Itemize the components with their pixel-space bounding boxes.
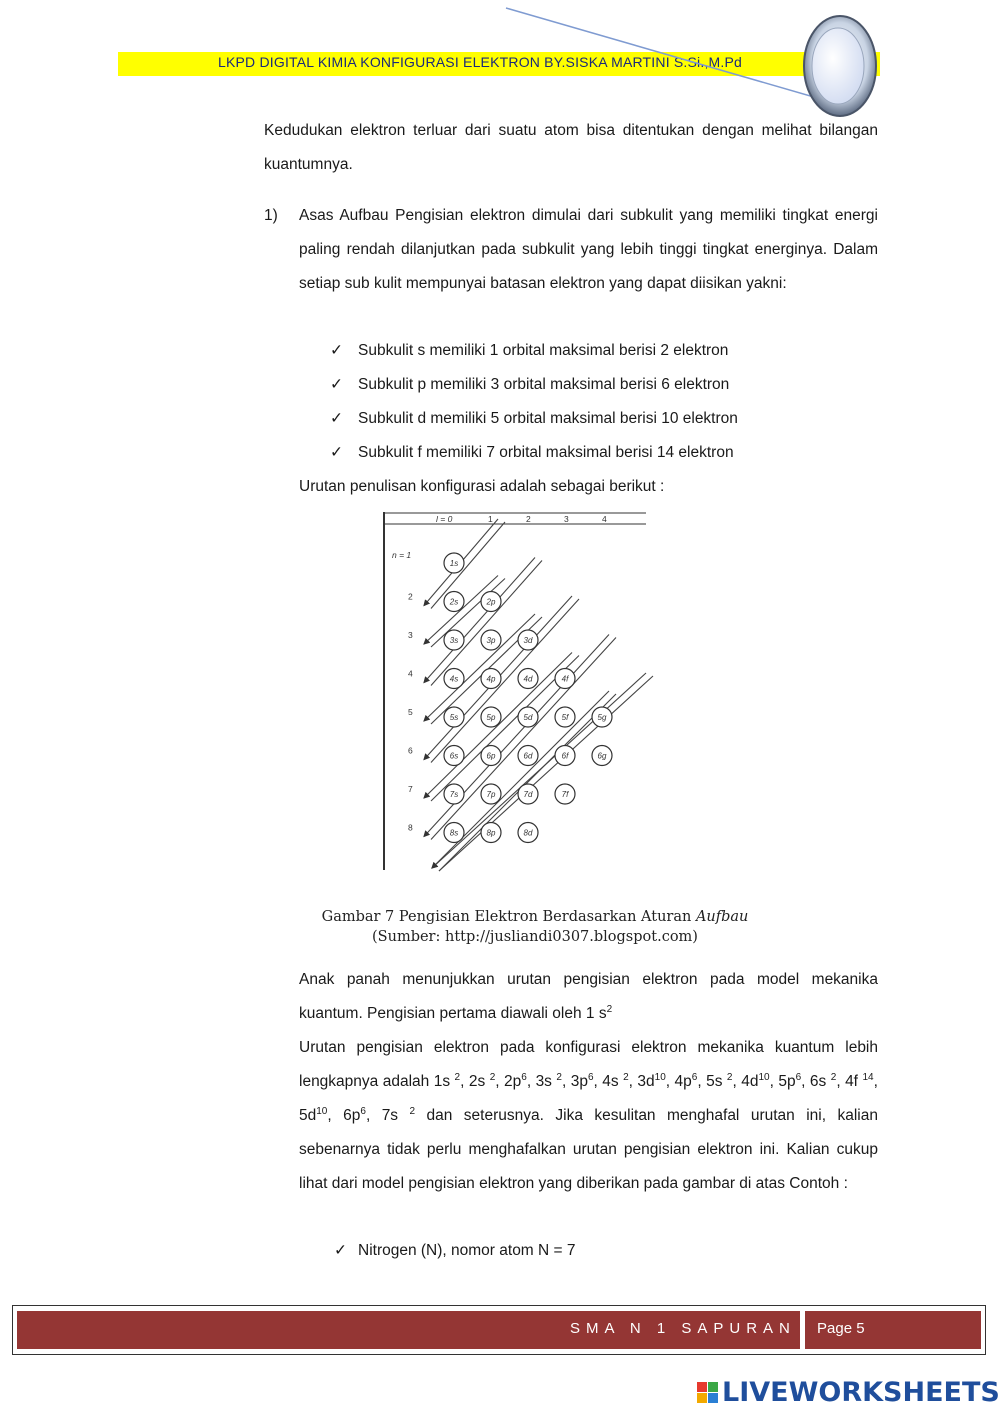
logo-tile — [697, 1393, 707, 1403]
superscript: 6 — [521, 1071, 527, 1083]
superscript: 10 — [758, 1071, 770, 1083]
orbital-label: 3s — [449, 636, 459, 645]
superscript: 2 — [726, 1071, 733, 1083]
aufbau-arrow — [424, 635, 609, 837]
superscript: 2 — [409, 1105, 416, 1117]
order-paragraph — [299, 1031, 878, 1201]
checklist-item — [330, 436, 734, 470]
orbital-label: 8d — [523, 828, 533, 838]
n-value-label: 4 — [408, 668, 413, 679]
orbital-5s — [444, 707, 464, 727]
check-icon: ✓ — [330, 444, 343, 461]
orbital-4s — [444, 669, 464, 689]
orbital-6d — [518, 746, 538, 766]
example-item — [334, 1234, 576, 1268]
n-axis-label: n = 1 — [392, 550, 412, 560]
order-lead: Urutan pengisian elektron pada konfigurasi elektron mekanika kuantum lebih lengkapnya adalah — [299, 1039, 878, 1090]
orbital-7s — [444, 784, 464, 804]
superscript: 2 — [830, 1071, 837, 1083]
logo-tile — [708, 1382, 718, 1392]
checklist-text: Subkulit f memiliki 7 orbital maksimal berisi 14 elektron — [358, 444, 734, 461]
orbital-term: 2p — [504, 1073, 522, 1090]
orbital-label: 6d — [523, 751, 533, 761]
superscript: 6 — [587, 1071, 594, 1083]
orbital-label: 4s — [449, 674, 459, 684]
orbital-1s — [444, 553, 464, 573]
aufbau-arrow-return — [439, 676, 653, 871]
aufbau-arrow — [432, 673, 646, 868]
orbital-term: 1s — [433, 1073, 455, 1090]
order-tail: dan seterusnya. Jika kesulitan menghafal urutan ini, kalian sebenarnya tidak perlu menghafalkan urutan pengisian elektron ini. Kalian cukup lihat dari model pengisian elektron yang diberikan pada gambar di atas Contoh : — [299, 1107, 878, 1192]
orbital-7p — [481, 784, 501, 804]
orbital-label: 5g — [597, 713, 607, 722]
checklist-item — [330, 402, 738, 436]
logo-tiles-icon — [697, 1382, 718, 1403]
orbital-8d — [518, 823, 538, 843]
aufbau-arrow-return — [431, 638, 616, 840]
orbital-7f — [555, 784, 575, 804]
orbital-label: 2s — [449, 597, 459, 607]
liveworksheets-logo[interactable] — [697, 1377, 1000, 1408]
orbital-label: 8s — [449, 828, 459, 838]
orbital-2p — [481, 592, 501, 612]
orbital-term: 2s — [468, 1073, 490, 1090]
orbital-term: 4s — [602, 1073, 624, 1090]
checklist-text: Subkulit s memiliki 1 orbital maksimal berisi 2 elektron — [358, 342, 729, 359]
check-icon: ✓ — [334, 1242, 347, 1259]
aufbau-diagram — [380, 508, 660, 888]
orbital-term: 5s — [706, 1073, 727, 1090]
aufbau-paragraph: Asas Aufbau Pengisian elektron dimulai dari subkulit yang memiliki tingkat energi paling rendah dilanjutkan pada subkulit yang lebih tinggi tingkat energinya. Dalam setiap sub kulit mempunyai batasan elektron yang dapat diisikan yakni: — [299, 207, 878, 292]
orbital-label: 7p — [486, 790, 496, 799]
n-value-label: 8 — [408, 822, 413, 833]
n-value-label: 5 — [408, 707, 413, 717]
footer-page-number: Page 5 — [817, 1320, 865, 1337]
checklist-text: Subkulit d memiliki 5 orbital maksimal berisi 10 elektron — [358, 410, 738, 427]
orbital-label: 5p — [486, 713, 496, 722]
l-value-label: 3 — [564, 514, 569, 524]
orbital-label: 4d — [523, 674, 533, 684]
caption-line1: Gambar 7 Pengisian Elektron Berdasarkan Aturan — [321, 909, 696, 925]
orbital-3p — [481, 630, 501, 650]
orbital-term: 7s — [381, 1107, 410, 1124]
orbital-term: 4f — [845, 1073, 863, 1090]
orbital-4d — [518, 669, 538, 689]
superscript: 6 — [795, 1071, 802, 1083]
orbital-label: 4f — [561, 674, 569, 684]
orbital-term: 6p — [343, 1107, 361, 1124]
check-icon: ✓ — [330, 342, 343, 359]
orbital-label: 6g — [597, 751, 607, 761]
caption-source: (Sumber: http://jusliandi0307.blogspot.com) — [372, 929, 698, 945]
orbital-6s — [444, 746, 464, 766]
caption-italic: Aufbau — [695, 909, 749, 925]
logo-tile — [697, 1382, 707, 1392]
orbital-term: 3d — [637, 1073, 655, 1090]
intro-paragraph: Kedudukan elektron terluar dari suatu atom bisa ditentukan dengan melihat bilangan kuantumnya. — [264, 122, 878, 173]
superscript: 2 — [623, 1071, 629, 1083]
l-axis-label: l = 0 — [436, 514, 453, 524]
orbital-6f — [555, 746, 575, 766]
orbital-5g — [592, 707, 612, 727]
orbital-5p — [481, 707, 501, 727]
orbital-label: 3d — [523, 636, 533, 645]
orbital-label: 6f — [561, 751, 569, 761]
orbital-label: 7d — [523, 790, 533, 799]
orbital-3s — [444, 630, 464, 650]
orbital-label: 3p — [486, 636, 496, 645]
orbital-3d — [518, 630, 538, 650]
orbital-7d — [518, 784, 538, 804]
orbital-term: 5d — [299, 1107, 317, 1124]
orbital-term: 4p — [674, 1073, 692, 1090]
header-title: LKPD DIGITAL KIMIA KONFIGURASI ELEKTRON BY.SISKA MARTINI S.Si.,M.Pd — [218, 54, 743, 70]
orbital-8s — [444, 823, 464, 843]
check-icon: ✓ — [330, 376, 343, 393]
order-intro: Urutan penulisan konfigurasi adalah sebagai berikut : — [299, 478, 665, 495]
orbital-5f — [555, 707, 575, 727]
orbital-8p — [481, 823, 501, 843]
orbital-6g — [592, 746, 612, 766]
orbital-term: 6s — [809, 1073, 831, 1090]
superscript: 10 — [316, 1105, 328, 1117]
orbital-label: 5d — [523, 713, 533, 722]
superscript: 2 — [454, 1071, 461, 1083]
n-value-label: 7 — [408, 784, 413, 794]
checklist-text: Subkulit p memiliki 3 orbital maksimal berisi 6 elektron — [358, 376, 730, 393]
orbital-label: 4p — [486, 674, 496, 684]
logo-tile — [708, 1393, 718, 1403]
orbital-2s — [444, 592, 464, 612]
superscript: 2 — [556, 1071, 562, 1083]
superscript: 2 — [489, 1071, 496, 1083]
circle-ornament-icon — [800, 12, 880, 120]
n-value-label: 3 — [408, 630, 413, 640]
electron-sequence: 1s $^2$, 2s $^2$, $2p^6$, 3s $^2$, $3p^6$, 4s $^2$, $3d^{10}$, $4p^6$, 5s $^2$, $4d^{10}$, $5p^6$, 6s $^2$, 4f $^{14}$, $5d^{10}$, $6p^6$, 7s $^2$ — [299, 1071, 878, 1124]
orbital-label: 7s — [449, 790, 459, 799]
aufbau-arrow — [424, 558, 535, 683]
orbital-label: 6p — [486, 751, 496, 761]
orbital-label: 2p — [486, 597, 496, 607]
orbital-5d — [518, 707, 538, 727]
arrow-paragraph — [299, 963, 878, 1031]
orbital-label: 8p — [486, 828, 496, 838]
arrow-paragraph-text: Anak panah menunjukkan urutan pengisian elektron pada model mekanika kuantum. Pengisian pertama diawali oleh 1 s — [299, 971, 878, 1022]
superscript: 2 — [606, 1003, 613, 1015]
orbital-label: 6s — [449, 751, 459, 761]
superscript: 6 — [691, 1071, 698, 1083]
checklist-item — [330, 368, 729, 402]
orbital-term: 4d — [741, 1073, 759, 1090]
orbital-4p — [481, 669, 501, 689]
logo-text: LIVEWORKSHEETS — [722, 1377, 1000, 1408]
footer-school: SMA N 1 SAPURAN — [570, 1320, 796, 1337]
checklist-item — [330, 334, 728, 368]
orbital-4f — [555, 669, 575, 689]
orbital-6p — [481, 746, 501, 766]
orbital-label: 1s — [449, 559, 459, 568]
superscript: 6 — [360, 1105, 366, 1117]
orbital-label: 7f — [561, 790, 569, 799]
footer-divider — [800, 1311, 805, 1349]
l-value-label: 4 — [602, 514, 607, 524]
orbital-label: 5f — [561, 713, 569, 722]
n-value-label: 6 — [408, 745, 413, 756]
n-value-label: 2 — [408, 591, 413, 602]
orbital-term: 5p — [778, 1073, 796, 1090]
example-text: Nitrogen (N), nomor atom N = 7 — [358, 1242, 576, 1259]
orbital-term: 3p — [570, 1073, 588, 1090]
l-value-label: 2 — [526, 514, 531, 524]
superscript: 10 — [654, 1071, 666, 1083]
list-number: 1) — [264, 207, 278, 224]
l-value-label: 1 — [488, 514, 493, 524]
figure-caption — [300, 907, 770, 947]
superscript: 14 — [862, 1071, 874, 1083]
orbital-label: 5s — [449, 713, 459, 722]
orbital-term: 3s — [535, 1073, 557, 1090]
check-icon: ✓ — [330, 410, 343, 427]
